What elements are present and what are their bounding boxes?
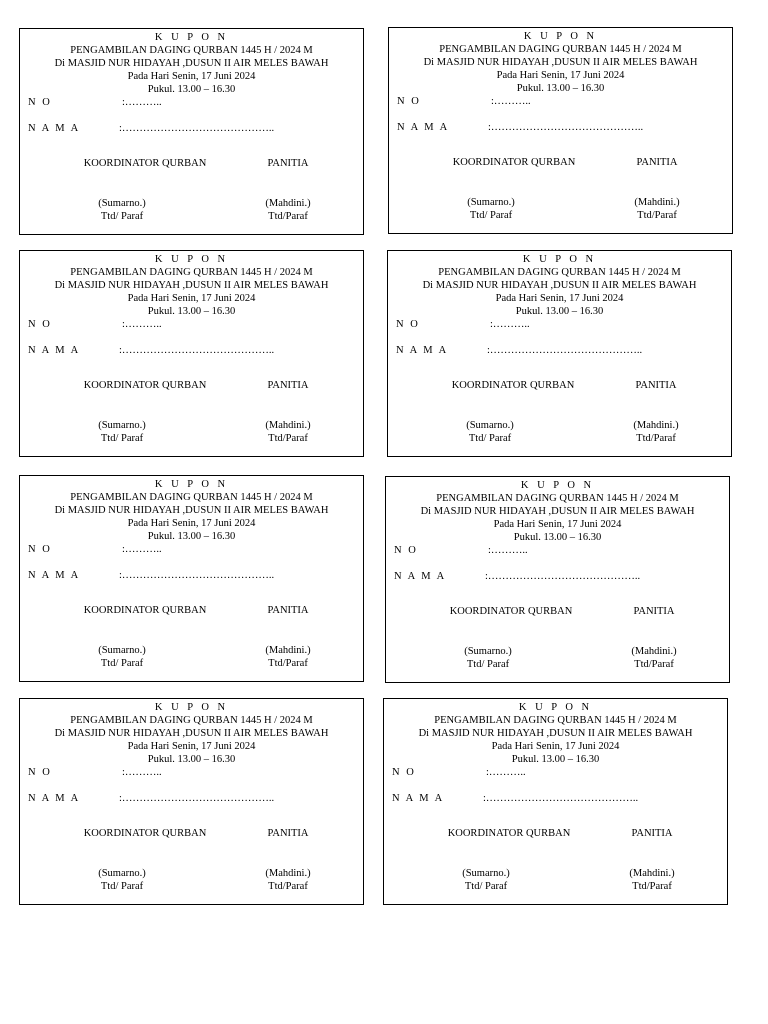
coupon-event-line: PENGAMBILAN DAGING QURBAN 1445 H / 2024 M (70, 715, 313, 726)
coupon-card (19, 475, 364, 682)
koordinator-name: (Sumarno.) (98, 420, 146, 431)
panitia-sign: Ttd/Paraf (268, 658, 308, 669)
koordinator-signature-block (72, 419, 172, 445)
nama-value: :…………………………………….. (485, 571, 641, 582)
coupon-time-line: Pukul. 13.00 – 16.30 (516, 83, 605, 94)
koordinator-label: KOORDINATOR QURBAN (447, 828, 571, 839)
panitia-name: (Mahdini.) (265, 868, 311, 879)
coupon-event-line: PENGAMBILAN DAGING QURBAN 1445 H / 2024 M (439, 44, 682, 55)
coupon-card (383, 698, 728, 905)
coupon-card (19, 28, 364, 235)
koordinator-label: KOORDINATOR QURBAN (83, 605, 207, 616)
coupon-title: K U P O N (154, 254, 229, 265)
panitia-sign: Ttd/Paraf (634, 659, 674, 670)
no-value: :……….. (488, 545, 528, 556)
coupon-event-line: PENGAMBILAN DAGING QURBAN 1445 H / 2024 M (70, 267, 313, 278)
coupon-header (20, 701, 363, 766)
coupon-header (388, 253, 731, 318)
panitia-label: PANITIA (635, 380, 677, 391)
coupon-title: K U P O N (154, 32, 229, 43)
coupon-date-line: Pada Hari Senin, 17 Juni 2024 (491, 741, 620, 752)
koordinator-label: KOORDINATOR QURBAN (449, 606, 573, 617)
no-label: N O (394, 545, 418, 556)
coupon-card (385, 476, 730, 683)
coupon-header (386, 479, 729, 544)
coupon-location-line: Di MASJID NUR HIDAYAH ,DUSUN II AIR MELES BAWAH (418, 728, 693, 739)
koordinator-name: (Sumarno.) (98, 198, 146, 209)
coupon-date-line: Pada Hari Senin, 17 Juni 2024 (127, 293, 256, 304)
coupon-title: K U P O N (154, 702, 229, 713)
coupon-date-line: Pada Hari Senin, 17 Juni 2024 (127, 518, 256, 529)
coupon-header (20, 478, 363, 543)
coupon-date-line: Pada Hari Senin, 17 Juni 2024 (496, 70, 625, 81)
coupon-header (20, 253, 363, 318)
koordinator-sign: Ttd/ Paraf (469, 210, 513, 221)
koordinator-label: KOORDINATOR QURBAN (452, 157, 576, 168)
panitia-signature-block (607, 196, 707, 222)
panitia-name: (Mahdini.) (634, 197, 680, 208)
no-value: :……….. (122, 319, 162, 330)
koordinator-signature-block (436, 867, 536, 893)
coupon-location-line: Di MASJID NUR HIDAYAH ,DUSUN II AIR MELES BAWAH (422, 280, 697, 291)
panitia-label: PANITIA (267, 380, 309, 391)
coupon-title: K U P O N (522, 254, 597, 265)
coupon-title: K U P O N (518, 702, 593, 713)
panitia-signature-block (238, 419, 338, 445)
nama-value: :…………………………………….. (488, 122, 644, 133)
coupon-header (20, 31, 363, 96)
panitia-name: (Mahdini.) (265, 420, 311, 431)
coupon-event-line: PENGAMBILAN DAGING QURBAN 1445 H / 2024 M (436, 493, 679, 504)
panitia-signature-block (604, 645, 704, 671)
coupon-time-line: Pukul. 13.00 – 16.30 (147, 754, 236, 765)
coupon-event-line: PENGAMBILAN DAGING QURBAN 1445 H / 2024 M (70, 45, 313, 56)
nama-label: N A M A (28, 570, 81, 581)
koordinator-name: (Sumarno.) (464, 646, 512, 657)
koordinator-name: (Sumarno.) (98, 645, 146, 656)
no-label: N O (396, 319, 420, 330)
coupon-time-line: Pukul. 13.00 – 16.30 (515, 306, 604, 317)
coupon-time-line: Pukul. 13.00 – 16.30 (147, 531, 236, 542)
no-label: N O (392, 767, 416, 778)
koordinator-signature-block (72, 867, 172, 893)
coupon-event-line: PENGAMBILAN DAGING QURBAN 1445 H / 2024 M (438, 267, 681, 278)
nama-label: N A M A (396, 345, 449, 356)
panitia-label: PANITIA (267, 605, 309, 616)
no-label: N O (397, 96, 421, 107)
panitia-label: PANITIA (636, 157, 678, 168)
koordinator-sign: Ttd/ Paraf (468, 433, 512, 444)
nama-value: :…………………………………….. (119, 123, 275, 134)
koordinator-sign: Ttd/ Paraf (100, 881, 144, 892)
koordinator-signature-block (438, 645, 538, 671)
panitia-signature-block (238, 867, 338, 893)
koordinator-name: (Sumarno.) (98, 868, 146, 879)
no-value: :……….. (490, 319, 530, 330)
no-value: :……….. (122, 97, 162, 108)
panitia-sign: Ttd/Paraf (268, 433, 308, 444)
nama-label: N A M A (397, 122, 450, 133)
panitia-name: (Mahdini.) (265, 645, 311, 656)
coupon-title: K U P O N (523, 31, 598, 42)
panitia-signature-block (602, 867, 702, 893)
no-label: N O (28, 319, 52, 330)
panitia-sign: Ttd/Paraf (636, 433, 676, 444)
koordinator-sign: Ttd/ Paraf (100, 211, 144, 222)
no-value: :……….. (486, 767, 526, 778)
panitia-label: PANITIA (267, 828, 309, 839)
panitia-label: PANITIA (267, 158, 309, 169)
panitia-sign: Ttd/Paraf (637, 210, 677, 221)
coupon-date-line: Pada Hari Senin, 17 Juni 2024 (493, 519, 622, 530)
coupon-card (19, 698, 364, 905)
coupon-header (384, 701, 727, 766)
koordinator-sign: Ttd/ Paraf (466, 659, 510, 670)
panitia-name: (Mahdini.) (631, 646, 677, 657)
panitia-name: (Mahdini.) (633, 420, 679, 431)
coupon-location-line: Di MASJID NUR HIDAYAH ,DUSUN II AIR MELES BAWAH (423, 57, 698, 68)
nama-value: :…………………………………….. (119, 793, 275, 804)
panitia-name: (Mahdini.) (629, 868, 675, 879)
coupon-time-line: Pukul. 13.00 – 16.30 (511, 754, 600, 765)
coupon-location-line: Di MASJID NUR HIDAYAH ,DUSUN II AIR MELES BAWAH (54, 280, 329, 291)
no-label: N O (28, 97, 52, 108)
koordinator-name: (Sumarno.) (467, 197, 515, 208)
coupon-card (387, 250, 732, 457)
koordinator-label: KOORDINATOR QURBAN (83, 380, 207, 391)
coupon-card (19, 250, 364, 457)
koordinator-name: (Sumarno.) (462, 868, 510, 879)
coupon-date-line: Pada Hari Senin, 17 Juni 2024 (127, 71, 256, 82)
panitia-signature-block (606, 419, 706, 445)
coupon-time-line: Pukul. 13.00 – 16.30 (513, 532, 602, 543)
koordinator-sign: Ttd/ Paraf (100, 433, 144, 444)
coupon-location-line: Di MASJID NUR HIDAYAH ,DUSUN II AIR MELES BAWAH (54, 58, 329, 69)
panitia-sign: Ttd/Paraf (632, 881, 672, 892)
koordinator-signature-block (72, 644, 172, 670)
coupon-date-line: Pada Hari Senin, 17 Juni 2024 (495, 293, 624, 304)
nama-label: N A M A (28, 345, 81, 356)
panitia-label: PANITIA (631, 828, 673, 839)
coupon-location-line: Di MASJID NUR HIDAYAH ,DUSUN II AIR MELES BAWAH (54, 728, 329, 739)
no-value: :……….. (491, 96, 531, 107)
koordinator-sign: Ttd/ Paraf (464, 881, 508, 892)
koordinator-signature-block (440, 419, 540, 445)
nama-label: N A M A (28, 123, 81, 134)
koordinator-label: KOORDINATOR QURBAN (83, 828, 207, 839)
coupon-date-line: Pada Hari Senin, 17 Juni 2024 (127, 741, 256, 752)
panitia-sign: Ttd/Paraf (268, 881, 308, 892)
nama-value: :…………………………………….. (483, 793, 639, 804)
coupon-title: K U P O N (520, 480, 595, 491)
no-value: :……….. (122, 544, 162, 555)
nama-label: N A M A (392, 793, 445, 804)
panitia-sign: Ttd/Paraf (268, 211, 308, 222)
nama-value: :…………………………………….. (119, 570, 275, 581)
koordinator-label: KOORDINATOR QURBAN (83, 158, 207, 169)
no-value: :……….. (122, 767, 162, 778)
coupon-location-line: Di MASJID NUR HIDAYAH ,DUSUN II AIR MELES BAWAH (54, 505, 329, 516)
nama-label: N A M A (28, 793, 81, 804)
no-label: N O (28, 544, 52, 555)
panitia-name: (Mahdini.) (265, 198, 311, 209)
no-label: N O (28, 767, 52, 778)
nama-value: :…………………………………….. (487, 345, 643, 356)
koordinator-signature-block (441, 196, 541, 222)
coupon-card (388, 27, 733, 234)
coupon-event-line: PENGAMBILAN DAGING QURBAN 1445 H / 2024 M (70, 492, 313, 503)
koordinator-label: KOORDINATOR QURBAN (451, 380, 575, 391)
koordinator-name: (Sumarno.) (466, 420, 514, 431)
coupon-time-line: Pukul. 13.00 – 16.30 (147, 306, 236, 317)
coupon-event-line: PENGAMBILAN DAGING QURBAN 1445 H / 2024 M (434, 715, 677, 726)
nama-value: :…………………………………….. (119, 345, 275, 356)
koordinator-signature-block (72, 197, 172, 223)
nama-label: N A M A (394, 571, 447, 582)
panitia-signature-block (238, 197, 338, 223)
coupon-location-line: Di MASJID NUR HIDAYAH ,DUSUN II AIR MELES BAWAH (420, 506, 695, 517)
koordinator-sign: Ttd/ Paraf (100, 658, 144, 669)
coupon-header (389, 30, 732, 95)
panitia-label: PANITIA (633, 606, 675, 617)
coupon-time-line: Pukul. 13.00 – 16.30 (147, 84, 236, 95)
panitia-signature-block (238, 644, 338, 670)
coupon-title: K U P O N (154, 479, 229, 490)
